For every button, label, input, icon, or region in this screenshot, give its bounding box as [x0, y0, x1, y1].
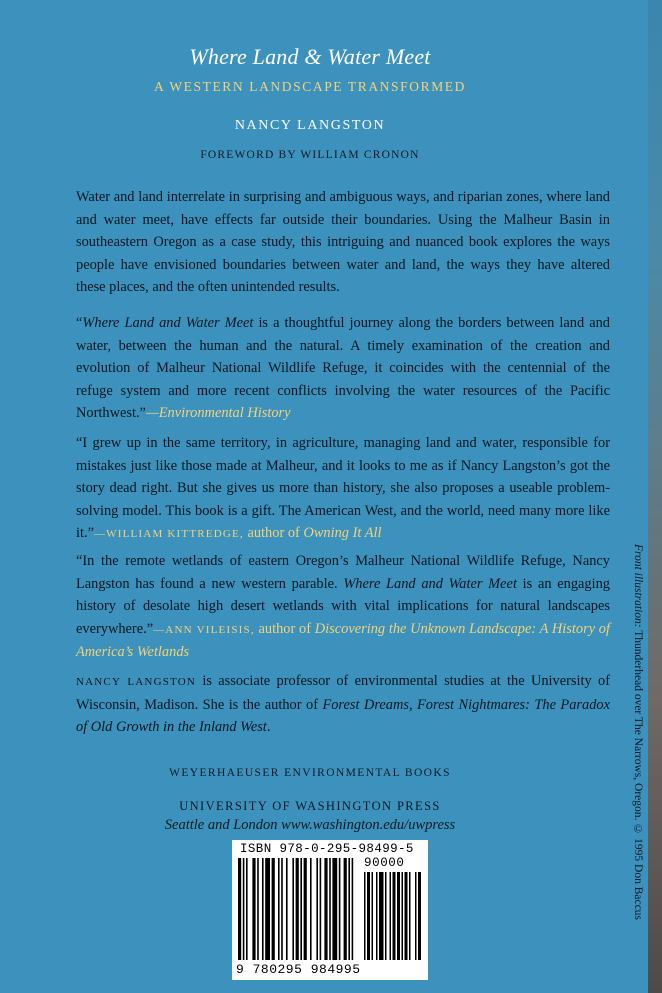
publisher-name: UNIVERSITY OF WASHINGTON PRESS	[179, 799, 441, 813]
addon-bar	[415, 872, 417, 960]
barcode-bar	[286, 858, 288, 960]
barcode-bar	[243, 858, 245, 960]
barcode-bar	[344, 858, 347, 960]
barcode-bar	[316, 858, 318, 960]
bio-text-b: .	[266, 719, 271, 735]
barcode-bar	[262, 858, 264, 960]
review-2-attribution-work: Owning It All	[303, 525, 382, 541]
price-addon-code: 90000	[364, 856, 405, 870]
addon-bar	[405, 872, 408, 960]
addon-bar	[376, 872, 378, 960]
book-subtitle: A WESTERN LANDSCAPE TRANSFORMED	[153, 79, 466, 94]
addon-bar	[379, 872, 384, 960]
review-3-attribution-rest: author of	[254, 620, 315, 637]
addon-bar	[364, 872, 366, 960]
credit-label: Front illustration:	[632, 544, 644, 628]
bio-text-a: is associate professor of environmental studies at the University of Wisconsin, Madison. She is the author of	[76, 673, 610, 713]
review-1-attribution: —Environmental History	[145, 405, 291, 421]
isbn-label: ISBN 978-0-295-98499-5	[240, 842, 414, 856]
barcode-bar	[300, 858, 302, 960]
addon-bar	[367, 872, 370, 960]
publisher-place-url: Seattle and London www.washington.edu/uwpress	[164, 817, 456, 833]
barcode-digits: 9 780295 984995	[236, 962, 361, 977]
barcode-bar	[281, 858, 283, 960]
barcode-bar	[332, 858, 337, 960]
barcode-bar	[265, 858, 270, 960]
review-3-attribution-work: Discovering the Unknown Landscape: A History of America’s Wetlands	[76, 620, 611, 660]
review-1	[76, 312, 610, 425]
review-3-text-b: is an engaging history of desolate high desert wetlands with vital implications for natural landscapes everywhere.”	[76, 575, 610, 637]
review-1-title-ref: Where Land and Water Meet	[82, 315, 254, 331]
review-2-attribution-rest: author of	[243, 525, 304, 541]
review-2	[76, 432, 610, 546]
front-illustration-credit	[632, 544, 644, 984]
addon-bar	[418, 872, 421, 960]
addon-bar	[409, 872, 411, 960]
review-1-open-quote: “	[76, 315, 83, 331]
barcode-bar	[339, 858, 341, 960]
front-cover-edge	[648, 0, 662, 993]
review-1-text: is a thoughtful journey along the borders between land and water, between the human and the natural. A timely examination of the creation and evolution of Malheur National Wildlife Refuge, it coincides with the centennial of the refuge system and more recent conflicts involving the water resources of the Pacific Northwest.”	[76, 315, 610, 421]
description-text: Water and land interrelate in surprising and ambiguous ways, and riparian zones, where land and water meet, have effects far outside their boundaries. Using the Malheur Basin in southeastern Oregon as a case study, this intriguing and nuanced book explores the ways people have envisioned boundaries between water and land, the ways they have altered these places, and the often unintended results.	[76, 189, 610, 295]
barcode-bar	[324, 858, 327, 960]
book-description	[76, 186, 610, 299]
book-title: Where Land & Water Meet	[189, 44, 431, 69]
bio-work: Forest Dreams, Forest Nightmares: The Paradox of Old Growth in the Inland West	[76, 696, 610, 735]
review-3-attribution-name: —ANN VILEISIS,	[153, 623, 255, 636]
review-3-text-a: “In the remote wetlands of eastern Oregon’s Malheur National Wildlife Refuge, Nancy Langston has found a new western parable.	[76, 553, 610, 592]
review-3	[76, 550, 610, 664]
addon-bar	[372, 872, 374, 960]
barcode-bar	[296, 858, 299, 960]
bio-author-name: NANCY LANGSTON	[76, 676, 197, 688]
addon-bar	[393, 872, 396, 960]
addon-bar	[402, 872, 404, 960]
barcode-bar	[320, 858, 322, 960]
author-bio	[76, 670, 610, 739]
barcode-bar	[304, 858, 307, 960]
barcode-bar	[246, 858, 248, 960]
credit-text: Thunderhead over The Narrows, Oregon. © 1995 Don Baccus	[632, 627, 644, 920]
barcode-bar	[272, 858, 275, 960]
barcode-bar	[238, 858, 241, 960]
barcode-bar	[329, 858, 331, 960]
barcode-bar	[292, 858, 294, 960]
barcode-bar	[257, 858, 259, 960]
series-name: WEYERHAEUSER ENVIRONMENTAL BOOKS	[169, 767, 451, 779]
isbn-barcode	[232, 840, 428, 980]
addon-bar	[390, 872, 392, 960]
barcode-bar	[348, 858, 350, 960]
barcode-bar	[310, 858, 312, 960]
review-2-text: “I grew up in the same territory, in agriculture, managing land and water, responsible for mistakes just like those made at Malheur, and it looks to me as if Nancy Langston’s got the story dead right. But she gives us more than history, she also proposes a useable problem-solving model. This book is a gift. The American West, and the world, need many more like it.”	[76, 435, 610, 541]
addon-bar	[385, 872, 387, 960]
review-2-attribution-name: —WILLIAM KITTREDGE,	[93, 528, 244, 540]
barcode-bar	[278, 858, 280, 960]
foreword-credit: FOREWORD BY WILLIAM CRONON	[200, 149, 420, 161]
author-name: NANCY LANGSTON	[234, 118, 386, 133]
review-3-title-ref: Where Land and Water Meet	[343, 575, 517, 592]
barcode-bar	[252, 858, 255, 960]
barcode-bar	[352, 858, 354, 960]
addon-bar	[397, 872, 400, 960]
